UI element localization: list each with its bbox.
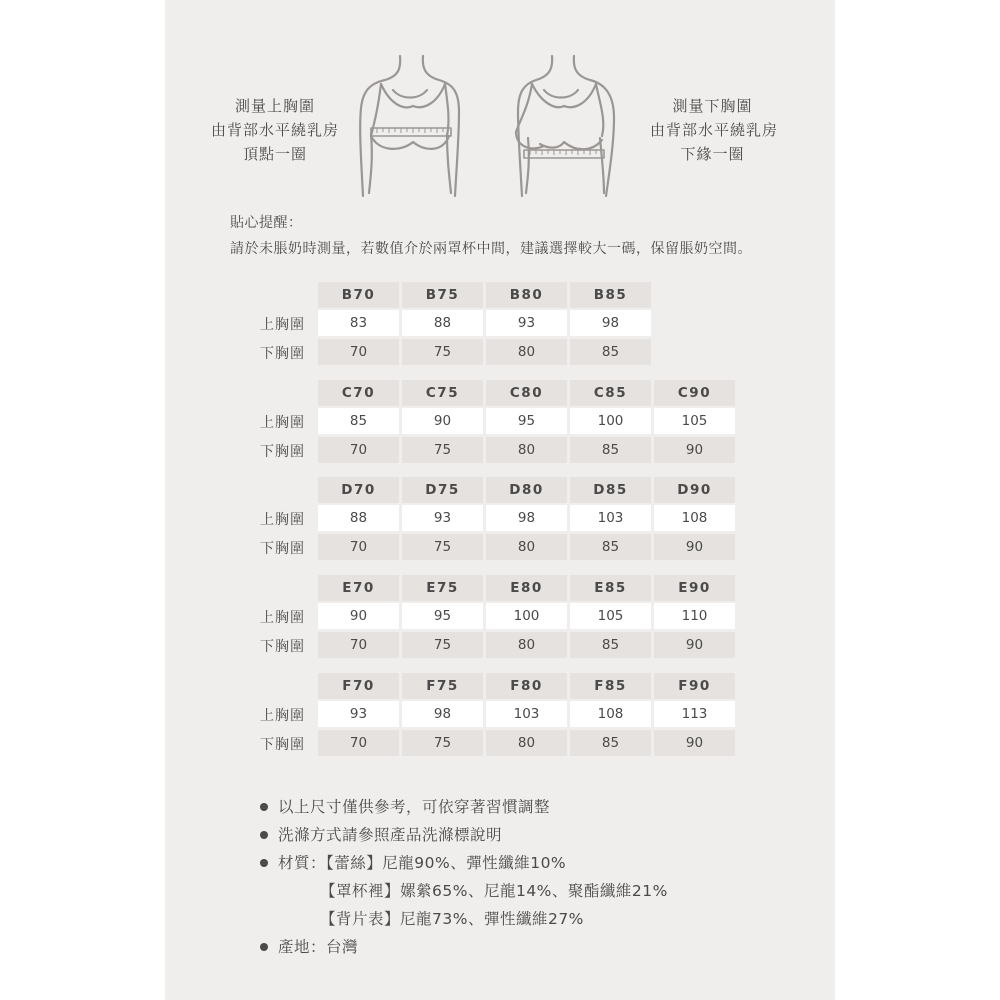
product-notes <box>260 793 668 961</box>
value-cell: 70 <box>318 437 399 463</box>
note-text: 產地：台灣 <box>278 938 359 956</box>
row-label: 下胸圍 <box>260 346 305 362</box>
value-cell: 90 <box>654 534 735 560</box>
value-cell: 85 <box>570 632 651 658</box>
upper-bust-instruction <box>205 94 345 166</box>
size-header-cell: E75 <box>402 575 483 601</box>
size-header-cell: C70 <box>318 380 399 406</box>
row-label: 下胸圍 <box>260 444 305 460</box>
value-cell: 93 <box>318 701 399 727</box>
value-cell: 85 <box>318 408 399 434</box>
value-cell: 88 <box>318 505 399 531</box>
instruction-line: 下緣一圈 <box>680 145 745 163</box>
note-text: 洗滌方式請參照產品洗滌標說明 <box>278 826 503 844</box>
value-cell: 75 <box>402 339 483 365</box>
value-cell: 95 <box>402 603 483 629</box>
value-cell: 70 <box>318 339 399 365</box>
bullet-icon <box>260 803 268 811</box>
size-header-cell: C80 <box>486 380 567 406</box>
instruction-line: 由背部水平繞乳房 <box>650 121 779 139</box>
instruction-line: 頂點一圈 <box>242 145 307 163</box>
size-header-cell: C75 <box>402 380 483 406</box>
size-header-cell: F80 <box>486 673 567 699</box>
size-header-cell: E85 <box>570 575 651 601</box>
instruction-line: 測量上胸圍 <box>234 97 315 115</box>
size-header-cell: E70 <box>318 575 399 601</box>
value-cell: 90 <box>402 408 483 434</box>
value-cell: 90 <box>654 730 735 756</box>
value-cell: 90 <box>654 632 735 658</box>
tip-title: 貼心提醒： <box>230 215 303 231</box>
size-header-cell: F90 <box>654 673 735 699</box>
size-header-cell: B70 <box>318 282 399 308</box>
value-cell: 105 <box>654 408 735 434</box>
value-cell: 80 <box>486 730 567 756</box>
value-cell: 110 <box>654 603 735 629</box>
list-item <box>260 849 668 877</box>
value-cell: 70 <box>318 730 399 756</box>
value-cell: 75 <box>402 437 483 463</box>
value-cell: 90 <box>318 603 399 629</box>
size-header-cell: F75 <box>402 673 483 699</box>
row-label: 上胸圍 <box>260 708 305 724</box>
size-header-cell: B85 <box>570 282 651 308</box>
size-header-cell: D70 <box>318 477 399 503</box>
value-cell: 108 <box>654 505 735 531</box>
row-label: 上胸圍 <box>260 317 305 333</box>
row-label: 上胸圍 <box>260 610 305 626</box>
value-cell: 85 <box>570 339 651 365</box>
size-header-cell: C90 <box>654 380 735 406</box>
bullet-icon <box>260 859 268 867</box>
lower-bust-instruction <box>650 94 779 166</box>
value-cell: 70 <box>318 534 399 560</box>
value-cell: 103 <box>570 505 651 531</box>
size-header-cell: E90 <box>654 575 735 601</box>
value-cell: 75 <box>402 632 483 658</box>
size-header-cell: B75 <box>402 282 483 308</box>
row-label: 下胸圍 <box>260 639 305 655</box>
value-cell: 113 <box>654 701 735 727</box>
size-header-cell: D80 <box>486 477 567 503</box>
value-cell: 93 <box>486 310 567 336</box>
size-header-cell: D90 <box>654 477 735 503</box>
row-label: 上胸圍 <box>260 512 305 528</box>
note-text: 材質：【蕾絲】尼龍90%、彈性纖維10% <box>278 854 567 872</box>
value-cell: 85 <box>570 534 651 560</box>
size-header-cell: C85 <box>570 380 651 406</box>
value-cell: 80 <box>486 437 567 463</box>
value-cell: 70 <box>318 632 399 658</box>
row-label: 上胸圍 <box>260 415 305 431</box>
bullet-icon <box>260 831 268 839</box>
value-cell: 75 <box>402 534 483 560</box>
list-item <box>260 793 668 821</box>
material-sub-line: 【罩杯裡】嫘縈65%、尼龍14%、聚酯纖維21% <box>320 882 668 900</box>
value-cell: 100 <box>570 408 651 434</box>
value-cell: 75 <box>402 730 483 756</box>
bullet-icon <box>260 943 268 951</box>
row-label: 下胸圍 <box>260 737 305 753</box>
list-item <box>260 933 668 961</box>
value-cell: 98 <box>486 505 567 531</box>
instruction-line: 由背部水平繞乳房 <box>210 121 339 139</box>
size-header-cell: E80 <box>486 575 567 601</box>
value-cell: 100 <box>486 603 567 629</box>
value-cell: 90 <box>654 437 735 463</box>
value-cell: 88 <box>402 310 483 336</box>
value-cell: 80 <box>486 534 567 560</box>
value-cell: 98 <box>402 701 483 727</box>
value-cell: 80 <box>486 632 567 658</box>
value-cell: 103 <box>486 701 567 727</box>
list-item <box>260 821 668 849</box>
value-cell: 80 <box>486 339 567 365</box>
size-header-cell: B80 <box>486 282 567 308</box>
tip-text: 請於未脹奶時測量，若數值介於兩罩杯中間，建議選擇較大一碼，保留脹奶空間。 <box>230 241 752 257</box>
bust-measure-upper-icon <box>355 48 465 198</box>
size-header-cell: D85 <box>570 477 651 503</box>
note-text: 以上尺寸僅供參考，可依穿著習慣調整 <box>278 798 551 816</box>
bust-measure-lower-icon <box>510 48 620 198</box>
value-cell: 105 <box>570 603 651 629</box>
size-header-cell: D75 <box>402 477 483 503</box>
value-cell: 83 <box>318 310 399 336</box>
value-cell: 93 <box>402 505 483 531</box>
value-cell: 108 <box>570 701 651 727</box>
size-header-cell: F70 <box>318 673 399 699</box>
value-cell: 95 <box>486 408 567 434</box>
instruction-line: 測量下胸圍 <box>672 97 753 115</box>
value-cell: 85 <box>570 730 651 756</box>
material-sub-line: 【背片表】尼龍73%、彈性纖維27% <box>320 910 584 928</box>
row-label: 下胸圍 <box>260 541 305 557</box>
value-cell: 85 <box>570 437 651 463</box>
size-header-cell: F85 <box>570 673 651 699</box>
value-cell: 98 <box>570 310 651 336</box>
